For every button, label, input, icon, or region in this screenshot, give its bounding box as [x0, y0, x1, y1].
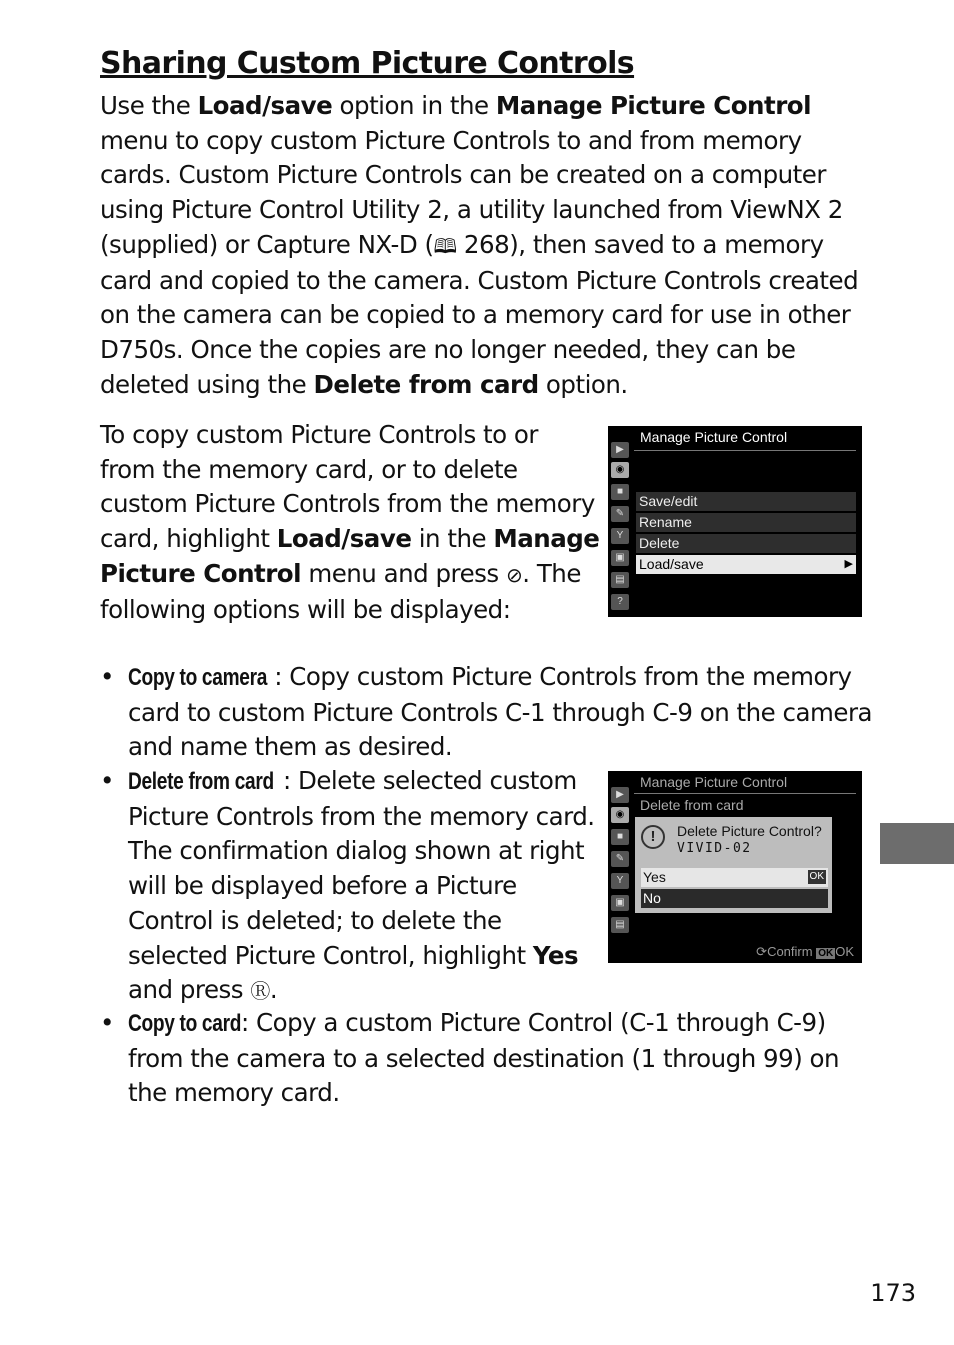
camera-icon: ◉ [611, 807, 629, 823]
intro-paragraph [100, 89, 880, 402]
title-divider [634, 450, 856, 451]
bullet-term: Delete from card [128, 768, 274, 795]
warning-icon: ! [641, 825, 665, 849]
command-dial-icon: ⟳ [756, 944, 768, 959]
ok-button-icon: OK [818, 948, 834, 959]
bullet-bold-yes: Yes [532, 940, 579, 970]
page-reference: 268 [456, 229, 510, 259]
p2-bold-manage: Manage Picture Control [100, 524, 600, 588]
playback-icon: ▶ [611, 442, 629, 458]
bullet-text-3: . [269, 975, 278, 1005]
screen-title: Manage Picture Control [640, 429, 788, 445]
intro-text-3: menu to copy custom Picture Controls to and from memory cards. Custom Picture Controls can be created on a computer using Picture Control Utility 2, a utility launched from ViewNX 2 (supplied) or Capture NX-D ( [100, 125, 843, 259]
section-tab [880, 823, 954, 864]
wrench-icon: Y [611, 528, 629, 544]
yes-option[interactable] [641, 868, 828, 887]
playback-icon: ▶ [611, 787, 629, 803]
menu-sidebar [608, 436, 632, 617]
bullet-body [128, 660, 880, 765]
camera-icon: ◉ [611, 462, 629, 478]
retouch-icon: ▣ [611, 895, 629, 911]
wrench-icon: Y [611, 873, 629, 889]
page-title: Sharing Custom Picture Controls [100, 46, 635, 81]
intro-bold-manage: Manage Picture Control [495, 91, 812, 120]
bullet-term: Copy to card [128, 1010, 242, 1037]
bullet-text: : Copy a custom Picture Control (C-1 through C-9) from the camera to a selected destination (1 through 99) on the memory card. [128, 1008, 840, 1108]
screen-footer [756, 944, 854, 960]
confirm-dialog [635, 817, 832, 913]
movie-icon: ■ [611, 829, 629, 845]
intro-text-4: ), then saved to a memory card and copied to the camera. Custom Picture Controls created on the camera can be copied to a memory card for use in other D750s. Once the copies are no longer needed, they can be deleted using the [100, 229, 859, 399]
title-divider [634, 793, 856, 794]
chevron-right-icon: ▶ [844, 558, 853, 570]
bullet-text: : Delete selected custom Picture Controls from the memory card. The confirmation dialog shown at right will be displayed before a Picture Control is deleted; to delete the selected Picture Control, highlight [128, 766, 595, 970]
intro-text-1: Use the [100, 91, 198, 120]
bullet-dot: • [100, 662, 114, 691]
page-number: 173 [870, 1279, 916, 1307]
p2-bold-load-save: Load/save [276, 524, 412, 554]
manage-picture-control-screen [608, 426, 862, 617]
no-option[interactable]: No [641, 889, 828, 908]
p2-text-3: menu and press [301, 558, 506, 588]
menu-sidebar [608, 781, 632, 963]
intro-bold-delete-from-card: Delete from card [313, 369, 539, 399]
bullet-body [128, 764, 600, 1009]
ok-badge: OK [809, 871, 824, 882]
help-icon: ? [611, 594, 629, 610]
load-save-paragraph [100, 418, 600, 627]
intro-bold-load-save: Load/save [197, 91, 333, 120]
menu-item-load-save[interactable] [636, 555, 856, 574]
screen-title: Manage Picture Control [640, 774, 788, 790]
menu-item-rename[interactable]: Rename [636, 513, 856, 532]
delete-confirmation-screen [608, 771, 862, 963]
bullet-body [128, 1006, 880, 1111]
book-icon: 🕮 [433, 233, 457, 258]
screen-subtitle: Delete from card [640, 797, 744, 813]
menu-item-save-edit[interactable]: Save/edit [636, 492, 856, 511]
my-menu-icon: ▤ [611, 572, 629, 588]
menu-item-load-save-label: Load/save [639, 556, 704, 572]
footer-confirm: Confirm [767, 944, 813, 959]
yes-label: Yes [643, 869, 666, 885]
bullet-text: : Copy custom Picture Controls from the memory card to custom Picture Controls C-1 through C-9 on the camera and name them as desired. [128, 662, 873, 762]
p2-text-4: . The following options will be displayed: [100, 558, 581, 624]
pencil-icon: ✎ [611, 851, 629, 867]
bullet-dot: • [100, 1008, 114, 1037]
movie-icon: ■ [611, 484, 629, 500]
bullet-term: Copy to camera [128, 664, 268, 691]
my-menu-icon: ▤ [611, 917, 629, 933]
dialog-question: Delete Picture Control? [677, 823, 822, 839]
p2-text-2: in the [411, 524, 494, 554]
menu-item-delete[interactable]: Delete [636, 534, 856, 553]
bullet-text-2: and press [128, 975, 251, 1005]
ok-button-icon: Ⓡ [250, 979, 270, 1004]
multi-selector-right-icon: ⊘ [505, 562, 523, 587]
p2-text-1: To copy custom Picture Controls to or from the memory card, or to delete custom Picture Controls from the memory card, highlight [100, 420, 595, 554]
footer-ok: OK [835, 944, 854, 959]
retouch-icon: ▣ [611, 550, 629, 566]
bullet-dot: • [100, 766, 114, 795]
pencil-icon: ✎ [611, 506, 629, 522]
picture-control-name: VIVID-02 [677, 841, 752, 856]
intro-text-2: option in the [332, 91, 496, 120]
intro-text-5: option. [538, 369, 628, 399]
